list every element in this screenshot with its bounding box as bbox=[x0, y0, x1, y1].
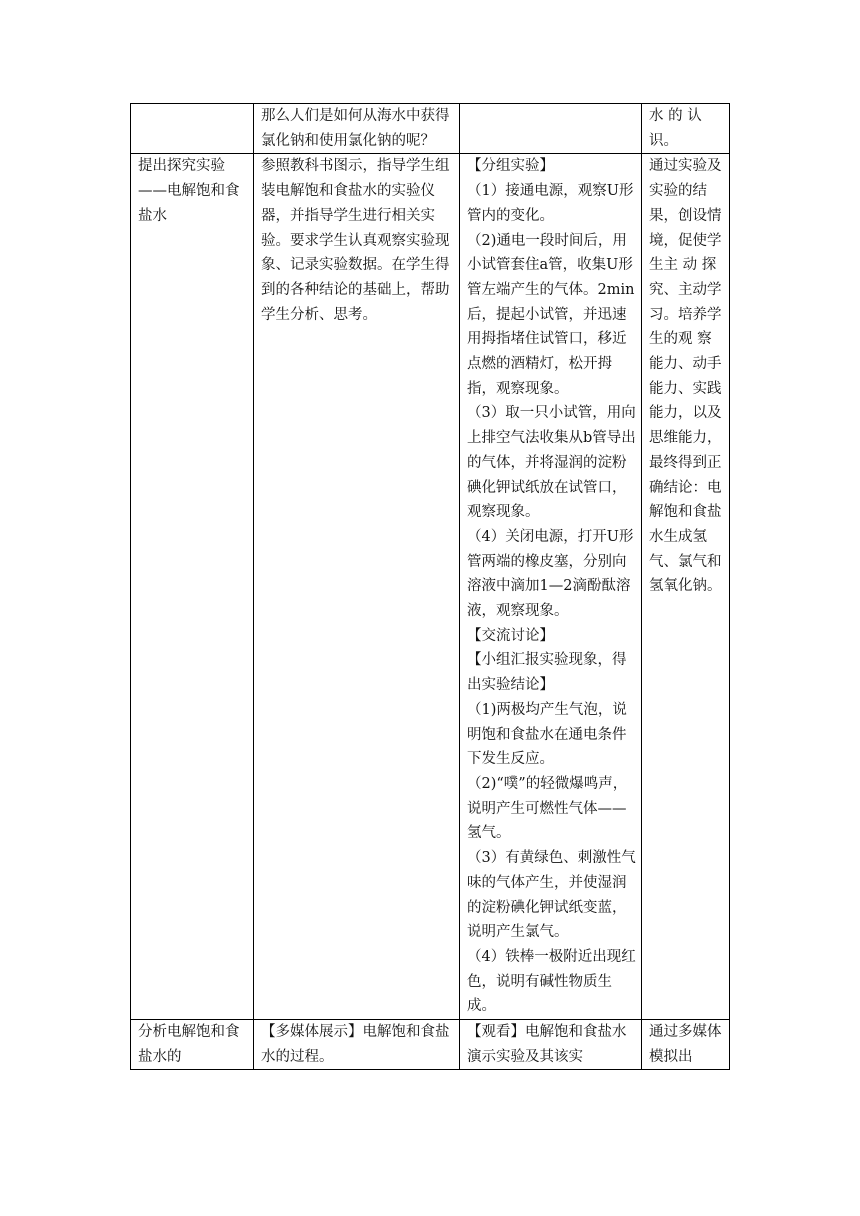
student-step: （2)通电一段时间后，用小试管套住a管，收集U形管左端产生的气体。2min后，提起小试管，并迅速用拇指堵住试管口，移近点燃的酒精灯，松开拇指，观察现象。 bbox=[467, 232, 635, 397]
stage-text: 分析电解饱和食盐水的 bbox=[138, 1024, 240, 1065]
student-conclusion: （3）有黄绿色、刺激性气味的气体产生，并使湿润的淀粉碘化钾试纸变蓝，说明产生氯气。 bbox=[467, 850, 636, 941]
stage-text: 提出探究实验 ——电解饱和食盐水 bbox=[138, 158, 240, 224]
teacher-text: 那么人们是如何从海水中获得氯化钠和使用氯化钠的呢？ bbox=[261, 108, 450, 149]
intent-text: 水 的 认识。 bbox=[649, 108, 702, 149]
intent-text: 通过多媒体模拟出 bbox=[649, 1024, 722, 1065]
student-step: （1）接通电源，观察U形管内的变化。 bbox=[467, 183, 634, 224]
stage-cell bbox=[131, 104, 254, 154]
student-heading: 【交流讨论】 bbox=[467, 627, 554, 644]
student-conclusion: （1)两极均产生气泡，说明饱和食盐水在通电条件下发生反应。 bbox=[467, 701, 627, 768]
table-row bbox=[131, 1020, 730, 1070]
student-text: 【观看】电解饱和食盐水演示实验及其该实 bbox=[467, 1024, 627, 1065]
design-intent-cell bbox=[642, 104, 730, 154]
student-conclusion: （4）铁棒一极附近出现红色，说明有碱性物质生成。 bbox=[467, 948, 636, 1015]
student-step: （3）取一只小试管，用向上排空气法收集从b管导出的气体，并将湿润的淀粉碘化钾试纸放在试管口，观察现象。 bbox=[467, 405, 636, 521]
table-row bbox=[131, 154, 730, 1020]
design-intent-cell bbox=[642, 1020, 730, 1070]
design-intent-cell bbox=[642, 154, 730, 1020]
student-activity-cell bbox=[460, 104, 642, 154]
student-heading: 【小组汇报实验现象，得出实验结论】 bbox=[467, 652, 627, 694]
student-heading: 【分组实验】 bbox=[467, 158, 554, 175]
student-step: （4）关闭电源，打开U形管两端的橡皮塞，分别向溶液中滴加1—2滴酚酞溶液，观察现象。 bbox=[467, 528, 634, 620]
table-row bbox=[131, 104, 730, 154]
teacher-text: 【多媒体展示】电解饱和食盐水的过程。 bbox=[261, 1024, 450, 1065]
lesson-plan-table bbox=[130, 103, 730, 1070]
stage-cell bbox=[131, 154, 254, 1020]
teacher-text: 参照教科书图示，指导学生组装电解饱和食盐水的实验仪器，并指导学生进行相关实验。要求学生认真观察实验现象、记录实验数据。在学生得到的各种结论的基础上，帮助学生分析、思考。 bbox=[261, 158, 450, 323]
student-activity-cell bbox=[460, 1020, 642, 1070]
student-conclusion: （2)“噗”的轻微爆鸣声，说明产生可燃性气体——氢气。 bbox=[467, 775, 628, 842]
intent-text: 通过实验及实验的结果，创设情境，促使学生主 动 探究、主动学习。培养学生的观 察 能力、动手能力、实践能力，以及思维能力，最终得到正确结论：电解饱和食盐水生成氢气、氯气和氢氧化钠。 bbox=[649, 158, 722, 595]
teacher-activity-cell bbox=[254, 154, 460, 1020]
teacher-activity-cell bbox=[254, 104, 460, 154]
student-activity-cell bbox=[460, 154, 642, 1020]
stage-cell bbox=[131, 1020, 254, 1070]
teacher-activity-cell bbox=[254, 1020, 460, 1070]
